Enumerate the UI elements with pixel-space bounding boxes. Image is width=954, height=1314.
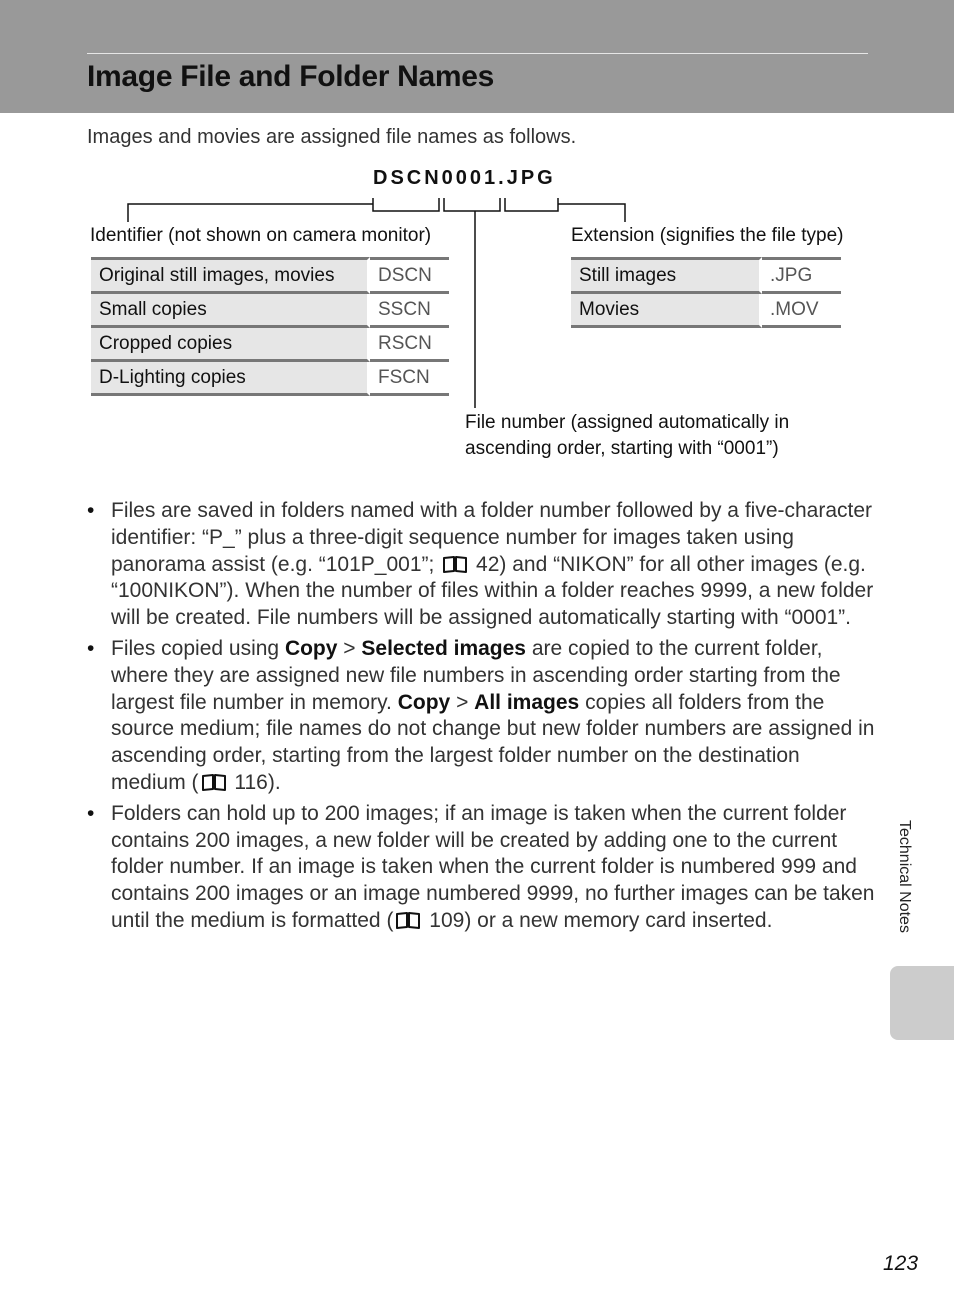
identifier-table [91,257,449,396]
table-row [571,294,841,328]
extension-label: Extension (signifies the file type) [571,225,844,246]
book-icon [442,555,468,573]
menu-term: Copy [397,690,451,714]
table-row [91,328,449,362]
extension-table [571,257,841,328]
book-icon [395,911,421,929]
menu-separator: > [343,636,356,660]
bullet-icon: • [87,801,95,825]
menu-term: Selected images [361,636,526,660]
filename-example: DSCN0001.JPG [373,167,556,189]
extension-code: .MOV [762,294,841,328]
extension-name: Still images [571,257,762,294]
page-title: Image File and Folder Names [87,60,495,93]
page-number: 123 [883,1252,919,1275]
list-item [87,801,877,935]
identifier-name: Original still images, movies [91,257,370,294]
bullet-text: 116). [234,770,281,794]
identifier-code: DSCN [370,257,449,294]
section-side-tab [890,966,954,1040]
menu-term: Copy [284,636,338,660]
bullet-text: Folders can hold up to 200 images; if an image is taken when the current folder contains 200 images, a new folder will be created by adding one to the current folder number. If an image is taken when the current folder is numbered 999 and contains 200 images or an image numbered 9999, no further images can be taken until the medium is formatted ( [111,801,875,932]
identifier-name: Small copies [91,294,370,328]
table-row [91,294,449,328]
bullet-text: 109) or a new memory card inserted. [429,908,773,932]
bullet-icon: • [87,636,95,660]
section-side-label: Technical Notes [896,820,913,933]
table-row [571,257,841,294]
bullet-text: are copied to the current folder, where they are assigned new file numbers in ascending order starting from the largest file number in memory. [111,636,841,714]
bullet-icon: • [87,499,95,522]
list-item [87,498,877,632]
book-icon [201,773,227,791]
file-number-label-line2: ascending order, starting with “0001”) [465,438,779,459]
extension-name: Movies [571,294,762,328]
intro-text: Images and movies are assigned file names as follows. [87,126,577,148]
identifier-code: SSCN [370,294,449,328]
table-row [91,362,449,396]
identifier-label: Identifier (not shown on camera monitor) [90,225,432,246]
list-item [87,636,877,797]
bullet-text: Files copied using [111,636,280,660]
menu-term: All images [474,690,580,714]
identifier-name: Cropped copies [91,328,370,362]
notes-list [87,498,877,939]
file-number-label [465,410,789,462]
menu-separator: > [456,690,469,714]
table-row [91,257,449,294]
bullet-text: Files are saved in folders named with a folder number followed by a five-character identifier: “P_” plus a three-digit sequence number for images taken using panorama assist (e.g. “101P_001”; [111,499,873,576]
identifier-code: FSCN [370,362,449,396]
extension-code: .JPG [762,257,841,294]
identifier-name: D-Lighting copies [91,362,370,396]
identifier-code: RSCN [370,328,449,362]
bullet-text: 42) and “NIKON” for all other images (e.g. “100NIKON”). When the number of files within a folder reaches 9999, a new folder will be created. File numbers will be assigned automatically starting with “0001”. [111,552,874,630]
file-number-label-line1: File number (assigned automatically in [465,412,790,433]
bullet-text: copies all folders from the source medium; file names do not change but new folder numbers are assigned in ascending order, starting from the largest folder number on the destination medium ( [111,690,875,794]
